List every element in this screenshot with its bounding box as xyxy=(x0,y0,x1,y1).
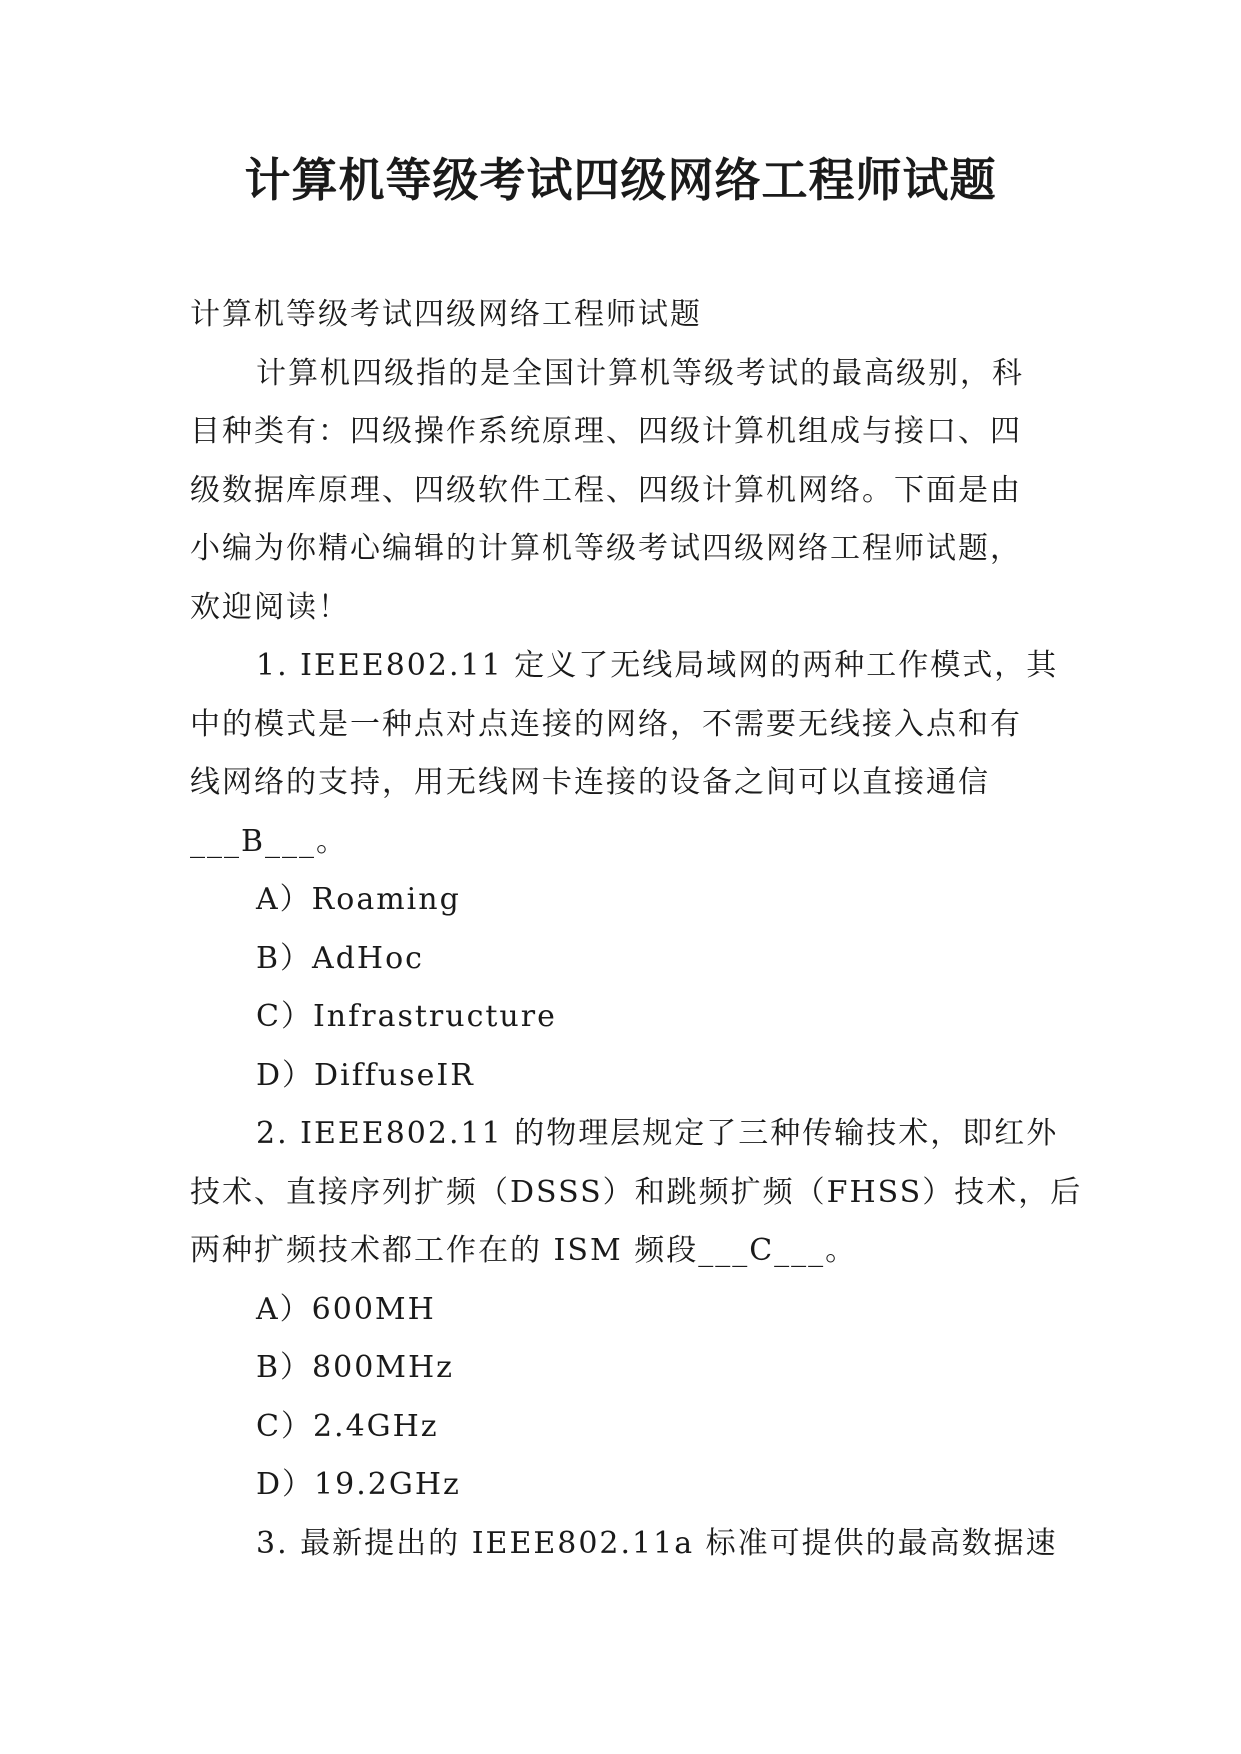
question-1-line-1: 1. IEEE802.11 定义了无线局域网的两种工作模式，其 xyxy=(256,648,1059,683)
question-1-option-c: C）Infrastructure xyxy=(256,999,557,1034)
text-line-subtitle: 计算机等级考试四级网络工程师试题 xyxy=(190,297,702,332)
question-2-option-d: D）19.2GHz xyxy=(256,1467,461,1502)
question-1-option-b: B）AdHoc xyxy=(256,940,424,976)
text-line-intro-5: 欢迎阅读！ xyxy=(190,589,350,625)
question-2-line-2: 技术、直接序列扩频（DSSS）和跳频扩频（FHSS）技术，后 xyxy=(190,1174,1083,1210)
document-title: 计算机等级考试四级网络工程师试题 xyxy=(244,153,997,207)
question-2-line-3: 两种扩频技术都工作在的 ISM 频段___C___。 xyxy=(190,1233,858,1268)
text-line-intro-1: 计算机四级指的是全国计算机等级考试的最高级别，科 xyxy=(256,355,1024,391)
question-2-option-b: B）800MHz xyxy=(256,1350,454,1385)
text-line-intro-3: 级数据库原理、四级软件工程、四级计算机网络。下面是由 xyxy=(190,472,1022,508)
question-2-option-c: C）2.4GHz xyxy=(256,1408,439,1444)
question-1-option-a: A）Roaming xyxy=(256,882,461,917)
question-3-line-1: 3. 最新提出的 IEEE802.11a 标准可提供的最高数据速 xyxy=(256,1525,1058,1561)
question-1-line-3: 线网络的支持，用无线网卡连接的设备之间可以直接通信 xyxy=(190,765,990,800)
document-body xyxy=(190,286,1083,1573)
question-2-option-a: A）600MH xyxy=(256,1291,436,1327)
question-1-option-d: D）DiffuseIR xyxy=(256,1057,475,1093)
question-2-line-1: 2. IEEE802.11 的物理层规定了三种传输技术，即红外 xyxy=(256,1116,1059,1151)
question-1-line-4: ___B___。 xyxy=(190,823,349,859)
text-line-intro-4: 小编为你精心编辑的计算机等级考试四级网络工程师试题， xyxy=(190,531,1022,566)
text-line-intro-2: 目种类有：四级操作系统原理、四级计算机组成与接口、四 xyxy=(190,414,1022,449)
question-1-line-2: 中的模式是一种点对点连接的网络，不需要无线接入点和有 xyxy=(190,706,1022,742)
